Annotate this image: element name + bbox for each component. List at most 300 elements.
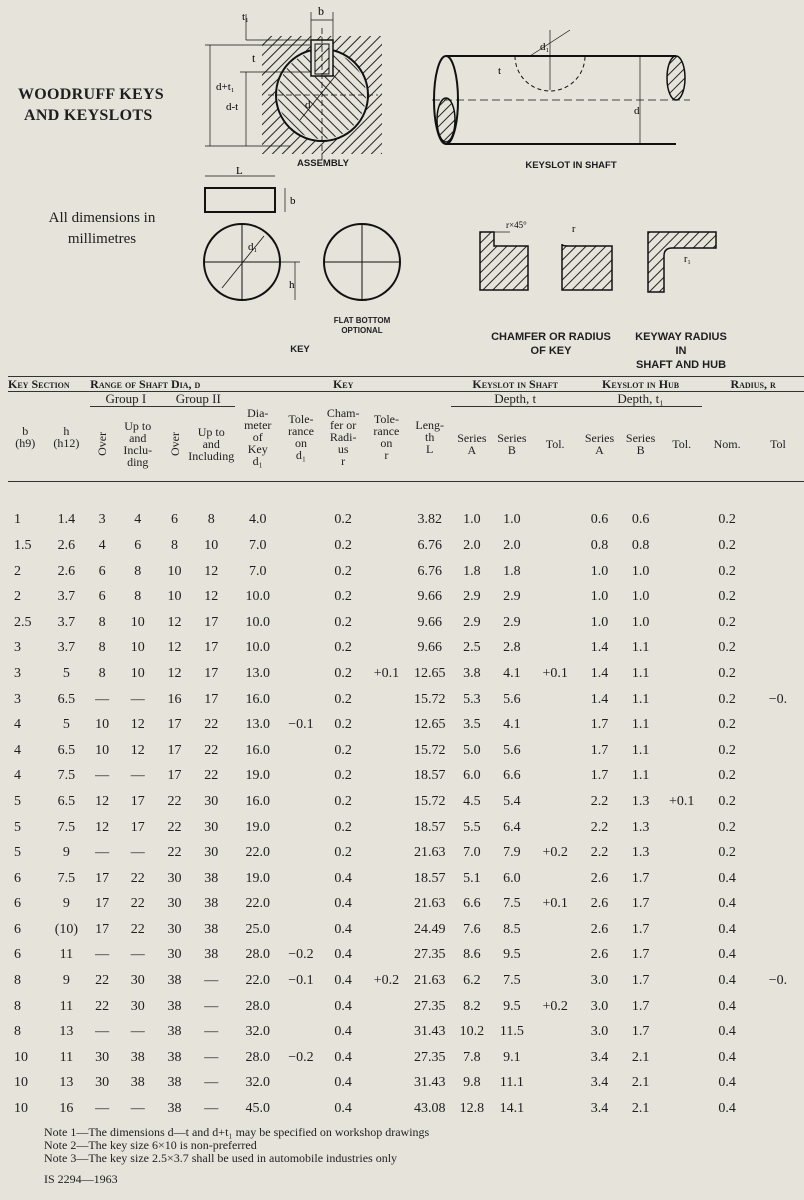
table-cell: 9.5 — [503, 998, 521, 1014]
table-cell — [531, 533, 579, 559]
table-cell: 8 — [134, 563, 142, 579]
table-cell: 5.6 — [503, 742, 521, 758]
table-cell: 21.63 — [413, 896, 446, 912]
table-cell: 1.4 — [590, 640, 609, 656]
table-row — [8, 994, 804, 1020]
table-cell — [661, 1071, 702, 1097]
woodruff-key-table — [8, 376, 804, 1122]
table-cell: 1.5 — [14, 537, 32, 553]
table-cell: 2.5 — [14, 614, 32, 630]
caption-keyway-radius — [626, 330, 736, 372]
header-range-of-shaft: Range of Shaft Dia, d — [90, 377, 235, 392]
table-cell: 30 — [167, 921, 182, 937]
table-cell: 22 — [130, 921, 145, 937]
table-cell: 8 — [134, 589, 142, 605]
table-cell: — — [95, 768, 110, 784]
table-cell: 38 — [130, 1049, 145, 1065]
table-cell: 32.0 — [245, 1024, 270, 1040]
table-cell: 2.2 — [590, 819, 609, 835]
table-cell: 30 — [167, 870, 182, 886]
table-cell: 6 — [14, 947, 21, 963]
header-b — [8, 392, 43, 482]
table-cell: 1.0 — [590, 614, 609, 630]
table-cell: 19.0 — [245, 768, 270, 784]
table-cell: 12 — [130, 742, 145, 758]
table-cell: 6.2 — [463, 973, 481, 989]
table-cell: 0.4 — [334, 921, 352, 937]
table-cell — [531, 1071, 579, 1097]
table-cell: — — [204, 1049, 219, 1065]
table-cell: 22 — [167, 793, 182, 809]
table-cell: 0.8 — [631, 537, 650, 553]
table-cell — [752, 738, 804, 764]
table-cell — [661, 687, 702, 713]
table-cell: 2.6 — [590, 921, 609, 937]
table-cell — [661, 636, 702, 662]
table-cell — [365, 789, 408, 815]
label-t1: t₁ — [242, 11, 249, 23]
table-row — [8, 738, 804, 764]
table-cell: 0.4 — [334, 1075, 352, 1091]
table-cell — [280, 866, 321, 892]
table-cell: 2.2 — [590, 793, 609, 809]
table-cell: 15.72 — [413, 691, 446, 707]
table-cell — [661, 917, 702, 943]
table-cell: 12 — [204, 589, 219, 605]
table-cell — [280, 1071, 321, 1097]
table-cell: 2.9 — [463, 589, 481, 605]
table-cell — [365, 738, 408, 764]
table-cell: 27.35 — [413, 947, 446, 963]
h-tolr-4: r — [384, 447, 389, 462]
table-cell — [531, 1019, 579, 1045]
table-cell: 38 — [167, 1075, 182, 1091]
table-cell — [661, 559, 702, 585]
h-ssb-1: Series — [497, 431, 527, 445]
table-cell: 4 — [98, 537, 106, 553]
table-cell: 2.0 — [503, 537, 521, 553]
table-cell: 7.0 — [249, 537, 267, 553]
header-g2-upto — [187, 407, 235, 482]
note-2: Note 2—The key size 6×10 is non-preferred — [44, 1138, 257, 1152]
h-tol-3: on — [294, 435, 307, 450]
table-cell: 22 — [204, 742, 219, 758]
table-cell — [280, 687, 321, 713]
table-cell: 6.0 — [503, 870, 521, 886]
table-cell — [661, 840, 702, 866]
table-cell: 3 — [14, 640, 21, 656]
table-row — [8, 610, 804, 636]
header-key-section: Key Section — [8, 377, 90, 392]
table-cell: 0.2 — [718, 742, 736, 758]
table-cell: — — [204, 1075, 219, 1091]
table-cell — [661, 712, 702, 738]
table-cell — [531, 917, 579, 943]
table-cell: 18.57 — [413, 768, 446, 784]
table-cell: 8 — [171, 537, 178, 553]
table-cell: 32.0 — [245, 1075, 270, 1091]
table-cell: 30 — [130, 998, 145, 1014]
table-cell — [752, 994, 804, 1020]
table-cell: 7.5 — [503, 896, 521, 912]
table-cell: 8.5 — [503, 921, 521, 937]
table-row — [8, 636, 804, 662]
table-cell — [365, 1045, 408, 1071]
table-cell: 17 — [204, 614, 219, 630]
table-cell: 4.1 — [503, 717, 521, 733]
table-cell: 2.9 — [503, 614, 521, 630]
table-cell: 9 — [62, 973, 70, 989]
table-cell: 6.5 — [57, 742, 76, 758]
table-cell: 17 — [204, 691, 219, 707]
h-tol-4: d₁ — [295, 447, 307, 462]
h-ssb-2: B — [507, 443, 516, 457]
label-d: d — [305, 99, 311, 111]
table-cell: 6 — [14, 921, 21, 937]
label-r45: r×45° — [506, 220, 527, 230]
table-cell: 8.2 — [463, 998, 481, 1014]
table-cell: 1.1 — [631, 640, 650, 656]
table-cell: 30 — [95, 1075, 110, 1091]
table-cell: 17 — [204, 640, 219, 656]
table-cell — [365, 584, 408, 610]
table-cell: +0.1 — [542, 665, 568, 681]
table-cell: 18.57 — [413, 870, 446, 886]
header-tolerance-d1 — [280, 392, 321, 482]
header-depth-t: Depth, t — [451, 392, 579, 407]
table-cell: 0.4 — [718, 1075, 736, 1091]
table-cell: 13.0 — [245, 665, 270, 681]
header-shaft-tol: Tol. — [545, 437, 565, 451]
table-cell: 7.5 — [503, 973, 521, 989]
label-d-minus-t: d-t — [226, 101, 239, 113]
table-cell: 28.0 — [245, 1049, 270, 1065]
table-cell — [752, 610, 804, 636]
table-cell: 12 — [95, 819, 110, 835]
table-cell: 0.2 — [334, 819, 352, 835]
table-cell: 0.6 — [631, 512, 650, 528]
table-cell: 16 — [167, 691, 182, 707]
table-cell: 0.4 — [334, 896, 352, 912]
table-cell: 8 — [14, 1024, 21, 1040]
table-cell — [661, 533, 702, 559]
table-cell: 15.72 — [413, 793, 446, 809]
header-g1-upto — [114, 407, 162, 482]
chamfer-drawing — [480, 220, 716, 292]
table-cell: — — [130, 691, 145, 707]
header-group-2: Group II — [162, 392, 236, 407]
table-cell: — — [204, 998, 219, 1014]
table-cell — [280, 1096, 321, 1122]
table-cell — [661, 584, 702, 610]
table-cell: 1.0 — [631, 563, 650, 579]
table-cell — [365, 892, 408, 918]
table-cell: 1.7 — [631, 1024, 650, 1040]
table-cell: 2.9 — [503, 589, 521, 605]
table-cell: 10 — [14, 1075, 28, 1091]
table-cell: 0.2 — [334, 640, 352, 656]
table-cell: 3.82 — [417, 512, 442, 528]
table-cell: 8 — [14, 973, 21, 989]
table-cell: +0.2 — [373, 973, 400, 989]
table-cell: 9.66 — [417, 640, 442, 656]
table-cell: 0.2 — [334, 563, 352, 579]
table-cell: 17 — [167, 768, 182, 784]
table-cell: 6.76 — [417, 563, 442, 579]
table-cell: 17 — [167, 742, 182, 758]
label-d-shaft: d — [634, 105, 640, 117]
table-cell: 12 — [95, 793, 110, 809]
caption-keyslot-in-shaft: KEYSLOT IN SHAFT — [525, 160, 617, 171]
table-cell: 9 — [62, 896, 70, 912]
table-cell: 43.08 — [413, 1101, 446, 1117]
table-cell — [531, 508, 579, 534]
table-cell — [531, 712, 579, 738]
table-cell: 0.2 — [718, 640, 736, 656]
table-body — [8, 508, 804, 1122]
table-cell: 22 — [204, 717, 219, 733]
table-cell: 7.0 — [249, 563, 267, 579]
table-row — [8, 789, 804, 815]
table-cell — [365, 943, 408, 969]
table-cell: 1.1 — [631, 717, 650, 733]
caption-key: KEY — [290, 344, 310, 355]
header-g2-over — [162, 407, 188, 482]
table-cell — [752, 917, 804, 943]
table-cell: 8.6 — [463, 947, 481, 963]
table-row — [8, 866, 804, 892]
table-cell: 17 — [95, 870, 110, 886]
table-cell: 18.57 — [413, 819, 446, 835]
table-cell — [365, 1071, 408, 1097]
table-cell — [752, 840, 804, 866]
table-cell: 1.7 — [631, 921, 650, 937]
table-cell: 31.43 — [413, 1075, 446, 1091]
table-cell: 12.8 — [459, 1101, 485, 1117]
table-cell — [661, 1096, 702, 1122]
table-row — [8, 661, 804, 687]
table-cell — [752, 892, 804, 918]
table-cell: −0.2 — [288, 1049, 314, 1065]
header-radius-spacer — [702, 392, 804, 407]
table-cell: 3 — [14, 665, 21, 681]
table-cell: 17 — [130, 793, 145, 809]
table-cell: 2.2 — [590, 845, 609, 861]
table-cell: 38 — [167, 998, 182, 1014]
table-cell: 3.0 — [590, 973, 609, 989]
table-cell: 0.8 — [590, 537, 609, 553]
table-cell — [365, 636, 408, 662]
table-cell — [531, 584, 579, 610]
table-cell: 6.76 — [417, 537, 442, 553]
header-shaft-series-a — [451, 407, 492, 482]
caption-keyway-line-3: SHAFT AND HUB — [635, 359, 727, 371]
table-cell — [752, 789, 804, 815]
table-cell — [365, 712, 408, 738]
table-cell: 30 — [130, 973, 145, 989]
table-cell: 10 — [204, 537, 219, 553]
table-cell: 3.8 — [463, 665, 481, 681]
table-cell: +0.1 — [668, 793, 695, 809]
table-cell: 0.2 — [334, 512, 352, 528]
table-cell: 1.7 — [631, 947, 650, 963]
label-d1-key: d₁ — [248, 241, 258, 253]
h-dia-4: Key — [247, 441, 268, 456]
table-cell: 38 — [167, 1049, 182, 1065]
table-cell — [531, 764, 579, 790]
table-cell: 16.0 — [245, 742, 270, 758]
table-cell: 8 — [98, 640, 106, 656]
table-cell: 6.5 — [57, 793, 76, 809]
table-cell: 0.2 — [334, 589, 352, 605]
table-cell: 21.63 — [413, 845, 446, 861]
table-row — [8, 815, 804, 841]
header-depth-t1: Depth, t₁ — [579, 392, 702, 407]
title-line-1: WOODRUFF KEYS — [18, 86, 164, 103]
note-1: Note 1—The dimensions d—t and d+t₁ may be specified on workshop drawings — [44, 1125, 430, 1139]
h-tol-1: Tole- — [288, 411, 314, 426]
table-cell: 17 — [95, 921, 110, 937]
h-dia-5: d₁ — [252, 453, 263, 468]
table-cell: 2.1 — [631, 1049, 650, 1065]
table-cell: 0.4 — [718, 1049, 736, 1065]
table-cell — [280, 815, 321, 841]
table-cell: 22 — [130, 870, 145, 886]
table-cell — [280, 1019, 321, 1045]
caption-chamfer — [476, 330, 626, 358]
table-cell: 2 — [14, 563, 21, 579]
table-cell: — — [204, 1101, 219, 1117]
table-cell: 9.5 — [503, 947, 521, 963]
table-cell — [280, 892, 321, 918]
table-cell: 2.6 — [57, 563, 76, 579]
table-cell — [280, 917, 321, 943]
table-cell: 22.0 — [245, 973, 270, 989]
table-cell — [280, 508, 321, 534]
table-cell: 5 — [14, 819, 21, 835]
table-cell: 22 — [167, 819, 182, 835]
h-len-1: Leng- — [415, 417, 445, 432]
h-dia-1: Dia- — [247, 405, 269, 420]
table-cell: 6.0 — [463, 768, 481, 784]
table-cell: −0. — [768, 691, 788, 707]
table-cell: 3 — [98, 512, 106, 528]
table-cell — [365, 687, 408, 713]
table-cell — [531, 789, 579, 815]
caption-chamfer-line-2: OF KEY — [530, 345, 572, 357]
table-cell — [365, 610, 408, 636]
table-cell: 0.6 — [590, 512, 609, 528]
table-cell: 0.2 — [334, 665, 352, 681]
table-cell — [752, 712, 804, 738]
table-cell: 0.2 — [718, 845, 736, 861]
table-cell: 12 — [167, 665, 182, 681]
table-cell: 1.0 — [463, 512, 481, 528]
table-cell: 1.0 — [590, 563, 609, 579]
table-cell: 45.0 — [245, 1101, 270, 1117]
table-cell: 4.5 — [463, 793, 481, 809]
h-g1-upto-2: and — [129, 431, 147, 445]
table-cell: 7.5 — [57, 870, 76, 886]
table-cell: 15.72 — [413, 742, 446, 758]
caption-flat-bottom — [322, 316, 402, 336]
table-cell: 0.2 — [334, 614, 352, 630]
table-cell — [752, 584, 804, 610]
table-cell — [661, 610, 702, 636]
table-cell — [661, 661, 702, 687]
table-cell: 0.2 — [334, 845, 352, 861]
table-cell: 10 — [130, 640, 145, 656]
table-cell: 10 — [14, 1101, 28, 1117]
table-cell: 6 — [14, 870, 21, 886]
table-cell: 5.4 — [503, 793, 521, 809]
table-cell: 10.2 — [459, 1024, 485, 1040]
table-row — [8, 1071, 804, 1097]
table-cell: 1.0 — [631, 589, 650, 605]
keyslot-in-shaft-drawing — [432, 30, 690, 144]
table-cell: 27.35 — [413, 998, 446, 1014]
table-cell: 4 — [14, 742, 21, 758]
header-h-sub: (h12) — [53, 435, 80, 450]
table-cell: +0.2 — [542, 998, 568, 1014]
table-cell: +0.1 — [373, 665, 400, 681]
h-tol-2: rance — [288, 423, 314, 438]
table-cell: 24.49 — [413, 921, 446, 937]
table-cell: 38 — [167, 973, 182, 989]
table-cell: 0.2 — [718, 717, 736, 733]
table-cell: 5.6 — [503, 691, 521, 707]
table-cell — [531, 738, 579, 764]
table-cell: 9.8 — [463, 1075, 481, 1091]
table-cell: −0.2 — [288, 947, 314, 963]
table-cell — [752, 508, 804, 534]
h-ssa-2: A — [467, 443, 477, 457]
table-cell: 0.2 — [718, 691, 736, 707]
table-cell: +0.2 — [542, 845, 568, 861]
table-cell: 0.2 — [334, 691, 352, 707]
table-cell: 38 — [167, 1024, 182, 1040]
table-cell: 12 — [167, 614, 182, 630]
table-cell: 0.4 — [334, 973, 352, 989]
table-cell: 1.4 — [57, 512, 76, 528]
table-cell: 30 — [204, 793, 219, 809]
table-cell: 2.0 — [463, 537, 481, 553]
dimensions-note-line-2: millimetres — [67, 231, 137, 247]
table-cell — [661, 943, 702, 969]
table-cell — [752, 943, 804, 969]
table-cell: 2.1 — [631, 1075, 650, 1091]
table-cell — [661, 866, 702, 892]
note-3: Note 3—The key size 2.5×3.7 shall be used in automobile industries only — [44, 1151, 398, 1165]
table-cell: 8 — [207, 512, 215, 528]
table-cell: 11.1 — [499, 1075, 524, 1091]
table-cell: 30 — [204, 819, 219, 835]
h-tolr-2: rance — [373, 423, 400, 438]
table-cell — [280, 789, 321, 815]
table-cell: 14.1 — [499, 1101, 525, 1117]
table-cell: 12 — [130, 717, 145, 733]
table-cell: 27.35 — [413, 1049, 446, 1065]
table-cell: 0.2 — [334, 717, 352, 733]
table-cell — [280, 994, 321, 1020]
table-cell: 10.0 — [245, 614, 270, 630]
table-cell — [365, 815, 408, 841]
table-row — [8, 917, 804, 943]
table-cell — [365, 559, 408, 585]
table-cell — [752, 1045, 804, 1071]
table-cell: 1.1 — [631, 742, 650, 758]
table-cell: 2.6 — [590, 896, 609, 912]
